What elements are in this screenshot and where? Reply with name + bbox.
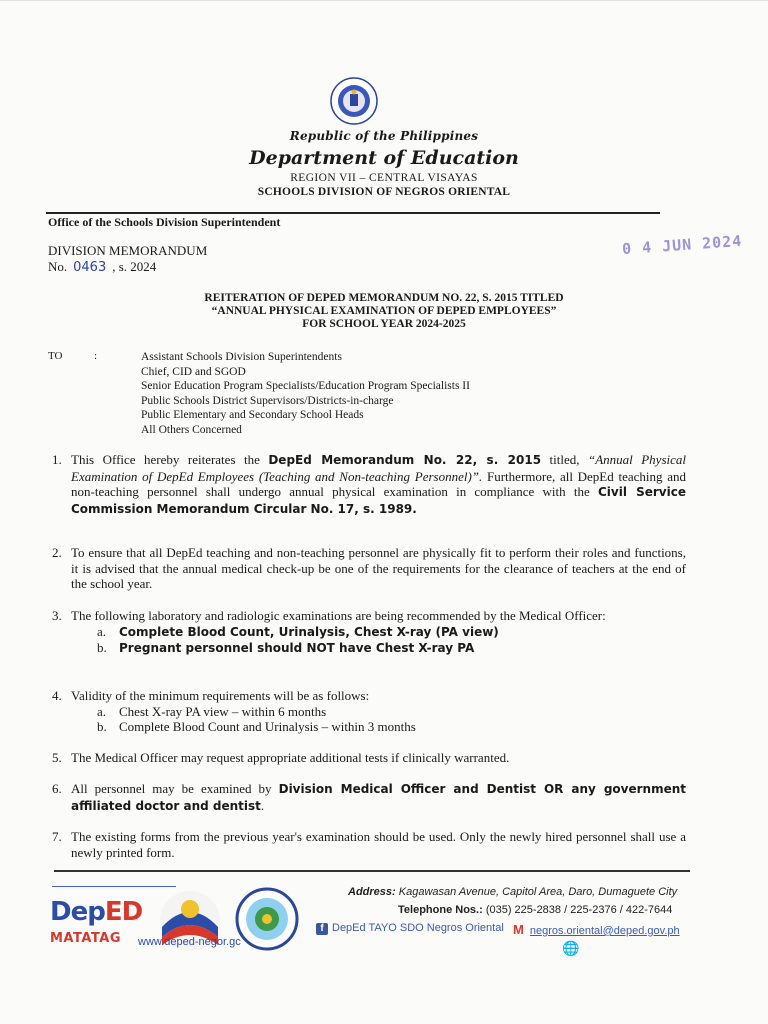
paragraph-text: The following laboratory and radiologic examinations are being recommended by the Medical Officer: xyxy=(71,608,606,623)
page-top-edge xyxy=(0,0,768,1)
email-address: negros.oriental@deped.gov.ph xyxy=(529,925,680,937)
paragraph-number: 2. xyxy=(52,545,62,560)
header-divider xyxy=(46,212,660,214)
to-colon: : xyxy=(94,350,98,362)
telephone-line xyxy=(398,904,672,916)
paragraph-6 xyxy=(52,781,686,814)
sub-item xyxy=(97,624,686,641)
paragraph-number: 4. xyxy=(52,688,62,703)
memo-type: DIVISION MEMORANDUM xyxy=(48,243,208,258)
sub-item-text: Chest X-ray PA view – within 6 months xyxy=(119,703,327,719)
recipient-item: Public Schools District Supervisors/Districts-in-charge xyxy=(141,394,394,407)
sub-item-letter: a. xyxy=(97,623,107,639)
memo-title-line-3: FOR SCHOOL YEAR 2024-2025 xyxy=(302,318,466,330)
received-date-stamp: 0 4 JUN 2024 xyxy=(621,231,743,259)
paragraph-text: The Medical Officer may request appropriate additional tests if clinically warranted. xyxy=(71,750,510,765)
department-heading: Department of Education xyxy=(249,147,519,169)
website-link[interactable]: www.deped-negor.gc xyxy=(138,936,241,948)
paragraph-text xyxy=(71,452,686,517)
logo-text-dep: Dep xyxy=(50,897,105,927)
facebook-icon: f xyxy=(316,923,328,935)
address-line xyxy=(348,886,677,898)
sdo-negros-oriental-seal-icon xyxy=(235,887,299,951)
memo-reference: DepEd Memorandum No. 22, s. 2015 xyxy=(268,453,542,467)
paragraph-text: Validity of the minimum requirements will be as follows: xyxy=(71,688,370,703)
recipient-item: Public Elementary and Secondary School Heads xyxy=(141,409,364,421)
paragraph-7 xyxy=(52,829,686,860)
text-run: Furthermore, all DepEd teaching and non-teaching personnel shall undergo annual physical examination in compliance with the xyxy=(71,468,686,499)
paragraph-1 xyxy=(52,452,686,517)
logo-text-ed: ED xyxy=(104,897,143,927)
paragraph-text: The existing forms from the previous year's examination should be used. Only the newly hired personnel shall use a newly printed form. xyxy=(71,829,686,860)
office-label: Office of the Schools Division Superintendent xyxy=(48,215,281,229)
paragraph-3 xyxy=(52,608,686,657)
memo-number: 0463 xyxy=(73,260,107,275)
to-label: TO xyxy=(48,350,63,362)
paragraph-number: 7. xyxy=(52,829,62,844)
paragraph-2 xyxy=(52,545,686,592)
memo-title-italic: “Annual Physical Examination of DepEd Employees (Teaching and Non-teaching Personnel)”. xyxy=(71,452,687,484)
address-label: Address: xyxy=(348,886,396,898)
text-run: titled, xyxy=(541,452,588,467)
paragraph-number: 1. xyxy=(52,452,62,467)
footer-divider xyxy=(54,870,690,872)
sub-item-text: Complete Blood Count and Urinalysis – within 3 months xyxy=(119,719,416,734)
sub-item-text: Complete Blood Count, Urinalysis, Chest X-ray (PA view) xyxy=(119,624,499,639)
sub-item-letter: b. xyxy=(97,640,107,655)
paragraph-number: 6. xyxy=(52,781,62,796)
telephone-value: (035) 225-2838 / 225-2376 / 422-7644 xyxy=(485,904,673,916)
memo-number-line xyxy=(48,259,156,275)
facebook-link[interactable] xyxy=(316,922,504,935)
republic-heading: Republic of the Philippines xyxy=(289,129,479,143)
paragraph-text: To ensure that all DepEd teaching and non-teaching personnel are physically fit to perform their roles and functions, it is advised that the annual medical check-up be one of the requirements for the clearance of teachers at the end of the school year. xyxy=(71,545,686,591)
facebook-label: DepEd TAYO SDO Negros Oriental xyxy=(332,922,504,934)
sub-item xyxy=(97,719,686,735)
paragraph-4 xyxy=(52,688,686,735)
sub-item-letter: b. xyxy=(97,719,107,734)
sub-item xyxy=(97,640,686,657)
paragraph-5 xyxy=(52,750,686,766)
deped-logo xyxy=(50,897,142,927)
email-link[interactable] xyxy=(513,922,680,937)
mail-icon: M xyxy=(513,922,524,937)
deped-seal-icon xyxy=(330,77,378,125)
text-run: This Office hereby reiterates the xyxy=(71,452,269,467)
paragraph-number: 5. xyxy=(52,750,62,765)
globe-icon: 🌐 xyxy=(562,942,580,957)
recipient-item: Assistant Schools Division Superintendents xyxy=(141,351,342,363)
region-heading: REGION VII – CENTRAL VISAYAS xyxy=(290,172,478,184)
recipient-list xyxy=(141,350,470,437)
memo-title-line-1: REITERATION OF DEPED MEMORANDUM NO. 22, S. 2015 TITLED xyxy=(204,292,564,304)
recipient-item: Senior Education Program Specialists/Education Program Specialists II xyxy=(141,380,470,392)
recipient-item: Chief, CID and SGOD xyxy=(141,365,246,378)
sub-item-text: Pregnant personnel should NOT have Chest X-ray PA xyxy=(119,641,475,655)
memo-title-line-2: “ANNUAL PHYSICAL EXAMINATION OF DEPED EMPLOYEES” xyxy=(211,305,557,317)
memo-series: , s. 2024 xyxy=(112,259,157,274)
address-value: Kagawasan Avenue, Capitol Area, Daro, Dumaguete City xyxy=(398,886,678,898)
matatag-logo: MATATAG xyxy=(50,931,121,946)
memo-no-label: No. xyxy=(48,259,68,274)
sub-item xyxy=(97,704,686,720)
sub-item-letter: a. xyxy=(97,703,107,719)
examiner-emphasis: Division Medical Officer and Dentist OR any government affiliated doctor and dentist xyxy=(71,782,687,813)
recipient-item: All Others Concerned xyxy=(141,423,242,436)
paragraph-text xyxy=(71,781,686,814)
text-run: All personnel may be examined by xyxy=(71,781,279,796)
csc-reference: Civil Service Commission Memorandum Circular No. 17, s. 1989. xyxy=(71,485,686,516)
telephone-label: Telephone Nos.: xyxy=(398,904,483,916)
text-run: . xyxy=(260,797,265,813)
division-heading: SCHOOLS DIVISION OF NEGROS ORIENTAL xyxy=(257,186,511,198)
paragraph-number: 3. xyxy=(52,608,62,623)
